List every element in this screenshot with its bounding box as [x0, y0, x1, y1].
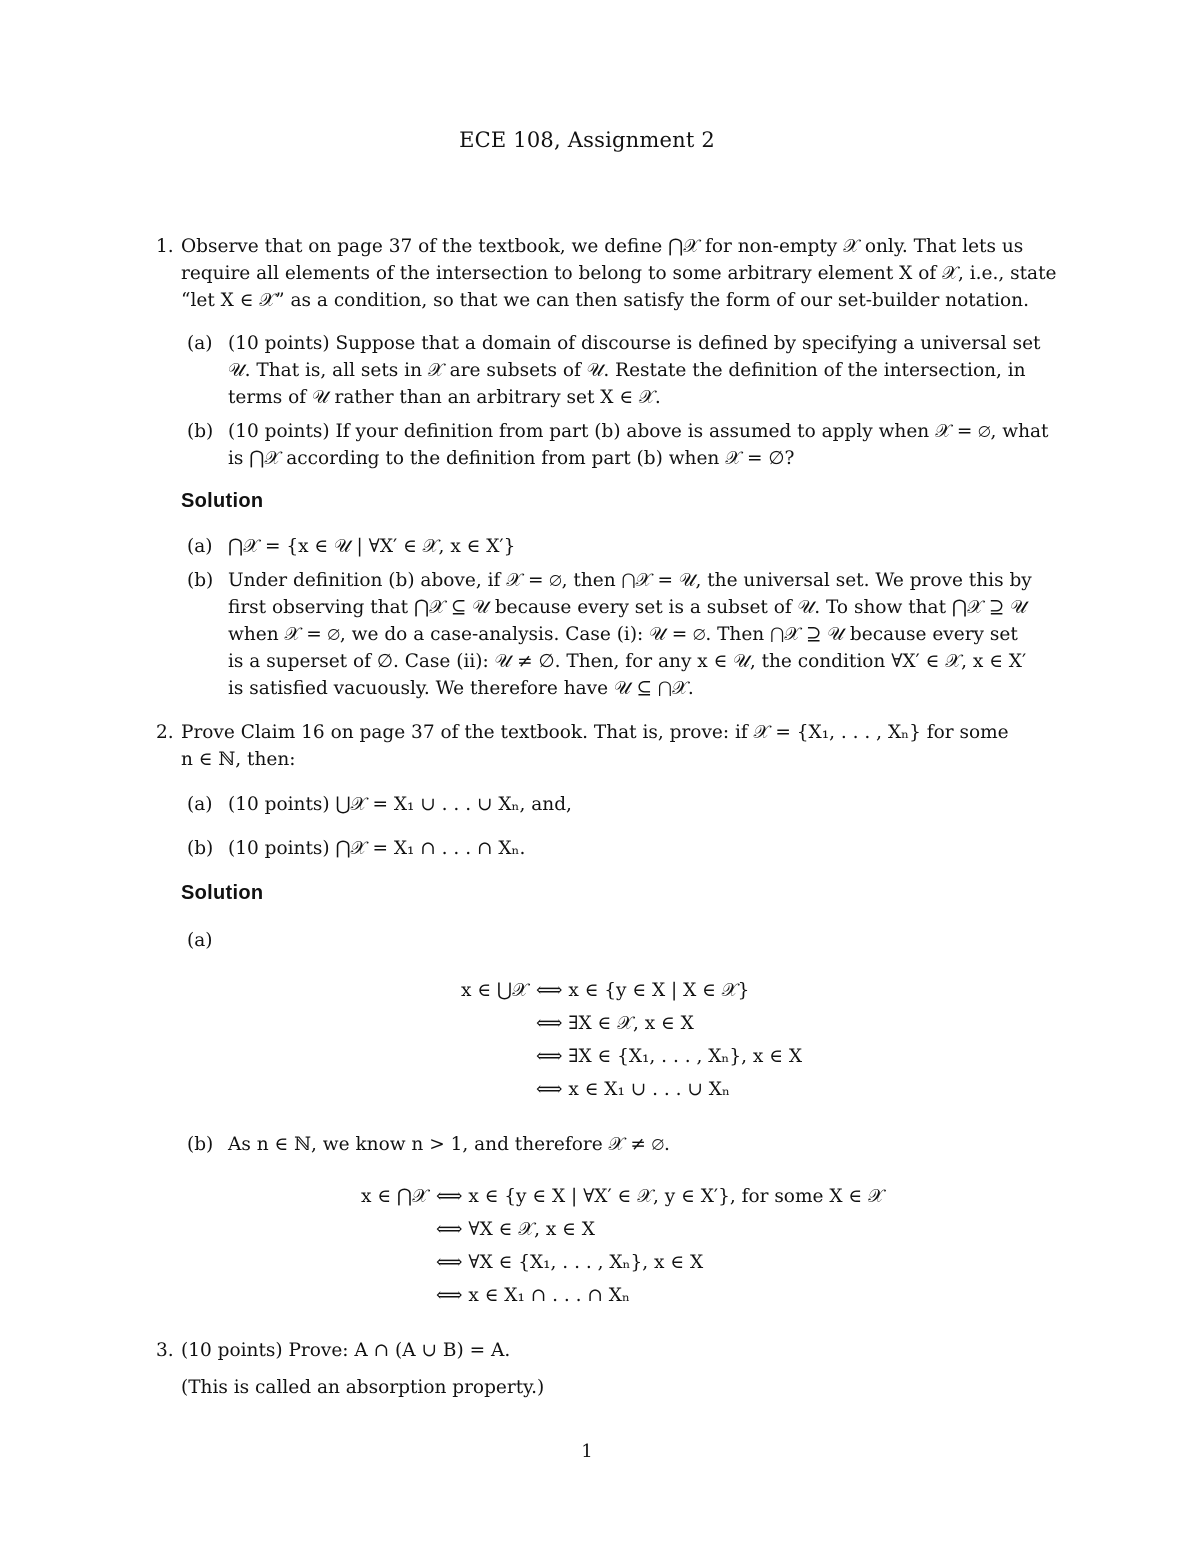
q2-derivation-b [200, 1180, 960, 1320]
q1-intro-line-1: Observe that on page 37 of the textbook, we define ⋂𝒳 for non-empty 𝒳 only. That lets us [181, 236, 1024, 257]
q1-solution-b-line-4: is a superset of ∅. Case (ii): 𝒰 ≠ ∅. Then, for any x ∈ 𝒰, the condition ∀X′ ∈ 𝒳, x ∈ X′ [228, 651, 1027, 672]
derivation-a-step-2: ⟺ ∃X ∈ 𝒳, x ∈ X [536, 1013, 694, 1034]
derivation-a-step-4: ⟺ x ∈ X₁ ∪ . . . ∪ Xₙ [536, 1079, 730, 1100]
q2-solution-b-label: (b) [187, 1134, 214, 1155]
q1-solution-b-label: (b) [187, 570, 214, 591]
question-1-number: 1. [156, 236, 174, 257]
q2-part-b-label: (b) [187, 838, 214, 859]
derivation-b-step-1: ⟺ x ∈ {y ∈ X | ∀X′ ∈ 𝒳, y ∈ X′}, for some X ∈ 𝒳 [436, 1186, 884, 1207]
q1-solution-b-line-5: is satisfied vacuously. We therefore have 𝒰 ⊆ ⋂𝒳. [228, 678, 694, 699]
q1-part-b-label: (b) [187, 421, 214, 442]
derivation-a-step-1: ⟺ x ∈ {y ∈ X | X ∈ 𝒳} [536, 980, 750, 1001]
q1-part-a-label: (a) [187, 333, 213, 354]
q1-solution-a-label: (a) [187, 536, 213, 557]
derivation-b-lhs-1: x ∈ ⋂𝒳 [361, 1186, 428, 1207]
q3-note: (This is called an absorption property.) [181, 1377, 545, 1398]
q2-solution-b-text: As n ∈ ℕ, we know n > 1, and therefore 𝒳 ≠ ∅. [228, 1134, 670, 1155]
q1-intro-line-2: require all elements of the intersection to belong to some arbitrary element X of 𝒳, i.e., state [181, 263, 1057, 284]
q2-solution-heading: Solution [181, 882, 264, 904]
derivation-b-step-2: ⟺ ∀X ∈ 𝒳, x ∈ X [436, 1219, 595, 1240]
derivation-b-step-3: ⟺ ∀X ∈ {X₁, . . . , Xₙ}, x ∈ X [436, 1252, 704, 1273]
derivation-a-lhs-1: x ∈ ⋃𝒳 [461, 980, 528, 1001]
question-3-number: 3. [156, 1340, 174, 1361]
page-title: ECE 108, Assignment 2 [459, 128, 715, 152]
q1-part-a-line-3: terms of 𝒰 rather than an arbitrary set X ∈ 𝒳. [228, 387, 661, 408]
q2-derivation-a [300, 974, 920, 1114]
page-number: 1 [581, 1441, 593, 1462]
q1-solution-b-line-2: first observing that ⋂𝒳 ⊆ 𝒰 because every set is a subset of 𝒰. To show that ⋂𝒳 ⊇ 𝒰 [228, 597, 1027, 618]
q1-part-b-line-2: is ⋂𝒳 according to the definition from part (b) when 𝒳 = ∅? [228, 448, 795, 469]
derivation-a-step-3: ⟺ ∃X ∈ {X₁, . . . , Xₙ}, x ∈ X [536, 1046, 802, 1067]
q1-part-a-line-2: 𝒰. That is, all sets in 𝒳 are subsets of 𝒰. Restate the definition of the intersection, in [228, 360, 1026, 381]
q1-part-a-line-1: (10 points) Suppose that a domain of discourse is defined by specifying a universal set [228, 333, 1041, 354]
q1-solution-b-line-1: Under definition (b) above, if 𝒳 = ∅, then ⋂𝒳 = 𝒰, the universal set. We prove this by [228, 570, 1032, 591]
q1-part-b-line-1: (10 points) If your definition from part (b) above is assumed to apply when 𝒳 = ∅, what [228, 421, 1049, 442]
question-2-number: 2. [156, 722, 174, 743]
q2-part-b-text: (10 points) ⋂𝒳 = X₁ ∩ . . . ∩ Xₙ. [228, 838, 526, 859]
q1-intro-line-3: “let X ∈ 𝒳” as a condition, so that we can then satisfy the form of our set-builder notation. [181, 290, 1029, 311]
q1-solution-heading: Solution [181, 490, 264, 512]
q2-part-a-text: (10 points) ⋃𝒳 = X₁ ∪ . . . ∪ Xₙ, and, [228, 794, 572, 815]
q2-part-a-label: (a) [187, 794, 213, 815]
q2-solution-a-label: (a) [187, 930, 213, 951]
q1-solution-a-text: ⋂𝒳 = {x ∈ 𝒰 | ∀X′ ∈ 𝒳, x ∈ X′} [228, 536, 516, 557]
derivation-b-step-4: ⟺ x ∈ X₁ ∩ . . . ∩ Xₙ [436, 1285, 630, 1306]
q1-solution-b-line-3: when 𝒳 = ∅, we do a case-analysis. Case (i): 𝒰 = ∅. Then ⋂𝒳 ⊇ 𝒰 because every set [228, 624, 1018, 645]
q2-intro-line-1: Prove Claim 16 on page 37 of the textbook. That is, prove: if 𝒳 = {X₁, . . . , Xₙ} for some [181, 722, 1009, 743]
q3-text: (10 points) Prove: A ∩ (A ∪ B) = A. [181, 1340, 511, 1361]
q2-intro-line-2: n ∈ ℕ, then: [181, 749, 296, 770]
